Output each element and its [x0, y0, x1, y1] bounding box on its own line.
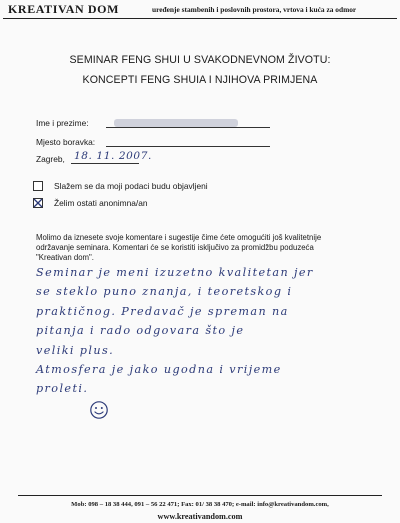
date-field[interactable]	[71, 163, 139, 164]
smiley-face-icon	[89, 400, 109, 420]
comment-line: pitanja i rado odgovara što je	[36, 324, 245, 337]
instruction-line: Molimo da iznesete svoje komentare i sugestije čime ćete omogućiti još kvalitetnije	[36, 233, 322, 242]
place-date-label: Zagreb,	[36, 154, 65, 164]
name-label: Ime i prezime:	[36, 118, 89, 128]
brand-name: KREATIVAN DOM	[8, 2, 120, 16]
checkmark-x-icon	[33, 198, 43, 208]
comment-line: proleti.	[36, 382, 89, 395]
name-field[interactable]	[106, 127, 270, 128]
comment-instructions	[36, 233, 376, 263]
publish-data-checkbox[interactable]	[33, 181, 43, 191]
form-title-line-2: KONCEPTI FENG SHUIA I NJIHOVA PRIMJENA	[82, 74, 318, 86]
footer-contacts: Mob: 098 – 18 38 444, 091 – 56 22 471; Fax: 01/ 38 38 470; e-mail: info@kreativandom.com,	[71, 501, 329, 508]
footer-divider	[18, 495, 382, 496]
date-handwritten: 18. 11. 2007.	[74, 150, 152, 162]
footer-website: www.kreativandom.com	[157, 512, 243, 521]
comment-line: Seminar je meni izuzetno kvalitetan jer	[36, 266, 314, 279]
comment-line: praktičnog. Predavač je spreman na	[36, 305, 289, 318]
instruction-line: "Kreativan dom".	[36, 253, 94, 262]
residence-field[interactable]	[106, 146, 270, 147]
letterhead	[3, 0, 397, 19]
brand-tagline: uređenje stambenih i poslovnih prostora, vrtova i kuća za odmor	[152, 5, 357, 14]
anonymous-label: Želim ostati anonimna/an	[54, 198, 148, 208]
comment-line: Atmosfera je jako ugodna i vrijeme	[36, 363, 282, 376]
comment-line: veliki plus.	[36, 344, 115, 357]
publish-data-label: Slažem se da moji podaci budu objavljeni	[54, 181, 208, 191]
residence-label: Mjesto boravka:	[36, 137, 96, 147]
name-redaction	[114, 119, 238, 127]
instruction-line: održavanje seminara. Komentari će se koristiti isključivo za promidžbu poduzeća	[36, 243, 314, 252]
anonymous-checkbox[interactable]	[33, 198, 43, 208]
form-title-line-1: SEMINAR FENG SHUI U SVAKODNEVNOM ŽIVOTU:	[69, 54, 331, 66]
comment-line: se steklo puno znanja, i teoretskog i	[36, 285, 293, 298]
